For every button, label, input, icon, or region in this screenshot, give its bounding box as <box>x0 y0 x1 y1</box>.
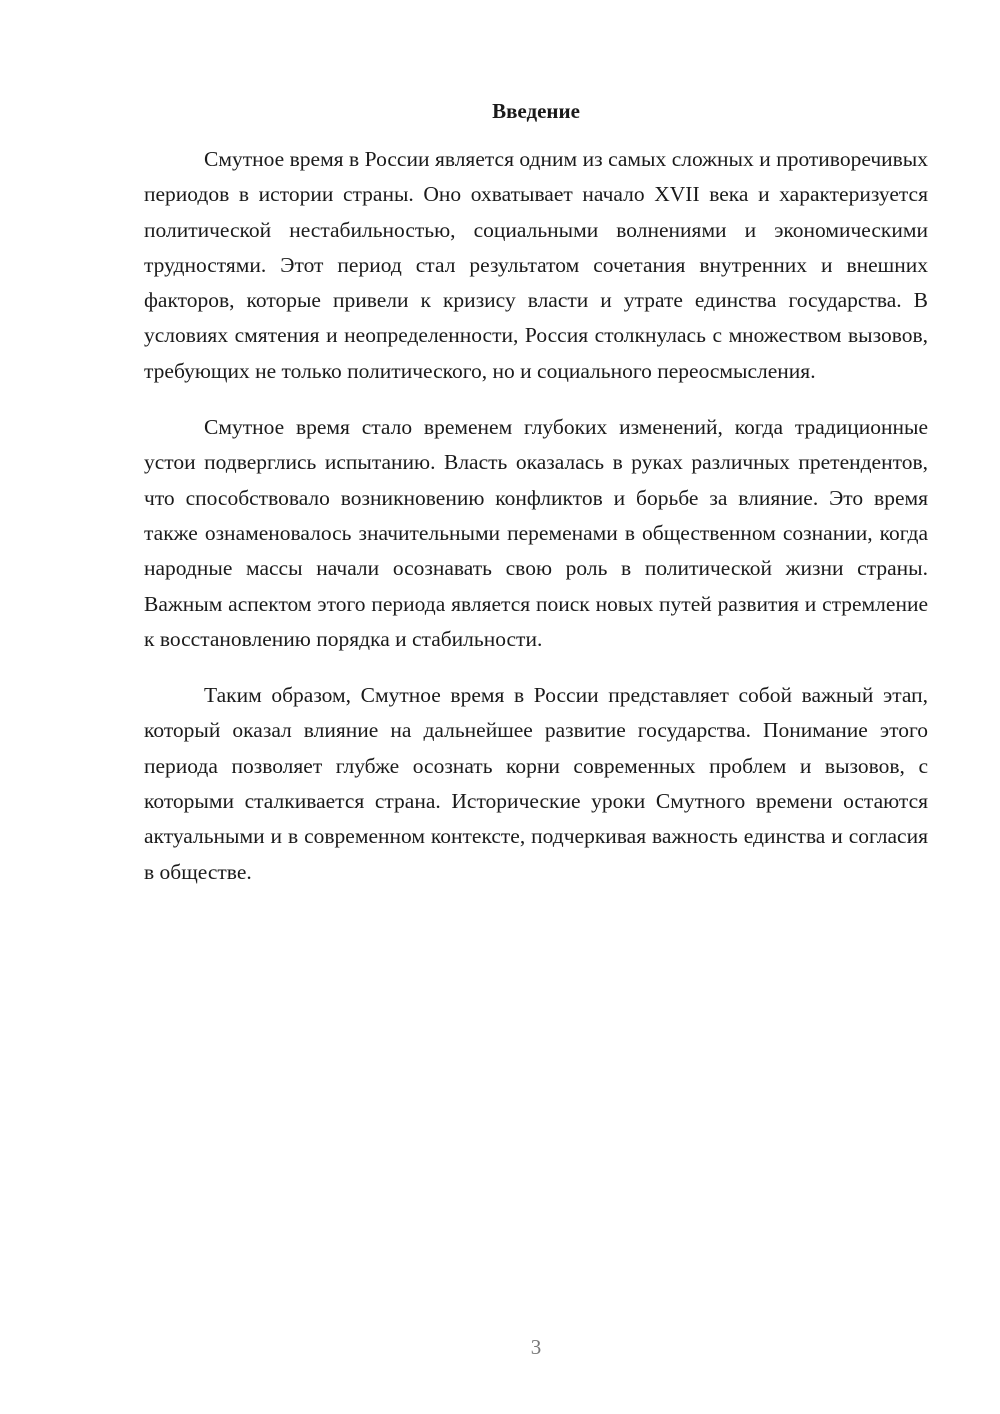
page-number: 3 <box>530 1335 542 1359</box>
paragraph-3: Таким образом, Смутное время в России представляет собой важный этап, который оказал влияние на дальнейшее развитие государства. Понимание этого периода позволяет глубже осознать корни современных проблем и вызовов, с которыми сталкивается страна. Исторические уроки Смутного времени остаются актуальными и в современном контексте, подчеркивая важность единства и согласия в обществе. <box>144 683 928 884</box>
page-title: Введение <box>492 99 580 123</box>
document-body <box>144 142 928 890</box>
paragraph-1: Смутное время в России является одним из самых сложных и противоречивых периодов в истории страны. Оно охватывает начало XVII века и характеризуется политической нестабильностью, социальными волнениями и экономическими трудностями. Этот период стал результатом сочетания внутренних и внешних факторов, которые привели к кризису власти и утрате единства государства. В условиях смятения и неопределенности, Россия столкнулась с множеством вызовов, требующих не только политического, но и социального переосмысления. <box>144 147 928 383</box>
paragraph-2: Смутное время стало временем глубоких изменений, когда традиционные устои подверглись испытанию. Власть оказалась в руках различных претендентов, что способствовало возникновению конфликтов и борьбе за влияние. Это время также ознаменовалось значительными переменами в общественном сознании, когда народные массы начали осознавать свою роль в политической жизни страны. Важным аспектом этого периода является поиск новых путей развития и стремление к восстановлению порядка и стабильности. <box>144 415 928 651</box>
